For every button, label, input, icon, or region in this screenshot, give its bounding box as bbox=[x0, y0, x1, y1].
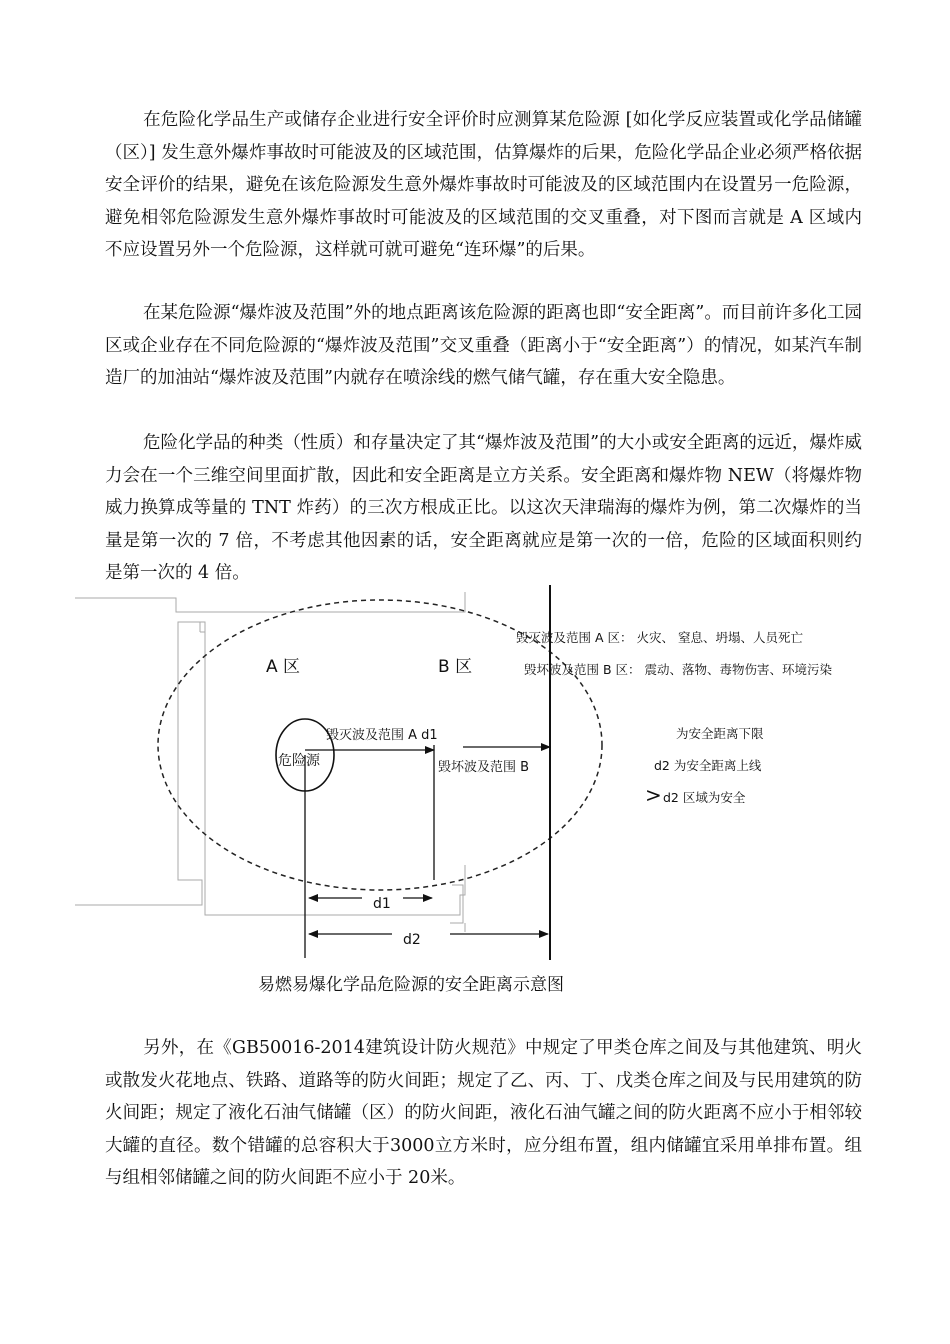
zone-a-label: A 区 bbox=[266, 657, 301, 677]
note-lower-limit: 为安全距离下限 bbox=[676, 726, 764, 741]
site-boundary-right bbox=[450, 885, 465, 932]
diagram-svg bbox=[70, 580, 900, 965]
figure-caption-text: 易燃易爆化学品危险源的安全距离示意图 bbox=[258, 975, 564, 995]
paragraph-safety-distance-text: 在某危险源“爆炸波及范围”外的地点距离该危险源的距离也即“安全距离”。而目前许多化工园区或企业存在不同危险源的“爆炸波及范围”交叉重叠（距离小于“安全距离”）的情况，如某汽车制造厂的加油站“爆炸波及范围”内就存在喷涂线的燃气储气罐，存在重大安全隐患。 bbox=[105, 303, 862, 388]
note-upper-limit: d2 为安全距离上线 bbox=[654, 758, 762, 773]
site-boundary-outline bbox=[75, 592, 465, 915]
paragraph-intro-text: 在危险化学品生产或储存企业进行安全评价时应测算某危险源 [如化学反应装置或化学品储罐（区）] 发生意外爆炸事故时可能波及的区域范围，估算爆炸的后果，危险化学品企业必须严格依据安全评价的结果，避免在该危险源发生意外爆炸事故时可能波及的区域范围内在设置另一危险源，避免相邻危险源发生意外爆炸事故时可能波及的区域范围的交叉重叠，对下图而言就是 A 区域内不应设置另外一个危险源，这样就可就可避免“连环爆”的后果。 bbox=[105, 110, 862, 260]
dimension-d2-label: d2 bbox=[403, 932, 421, 948]
note-safe-zone: d2 区域为安全 bbox=[663, 790, 746, 805]
paragraph-fire-code-text: 另外，在《GB50016-2014建筑设计防火规范》中规定了甲类仓库之间及与其他建筑、明火或散发火花地点、铁路、道路等的防火间距；规定了乙、丙、丁、戊类仓库之间及与民用建筑的防火间距；规定了液化石油气储罐（区）的防火间距，液化石油气罐之间的防火距离不应小于相邻较大罐的直径。数个错罐的总容积大于3000立方米时，应分组布置，组内储罐宜采用单排布置。组与组相邻储罐之间的防火间距不应小于 20米。 bbox=[105, 1038, 862, 1188]
paragraph-cube-root bbox=[105, 427, 862, 590]
figure-caption bbox=[0, 970, 820, 995]
legend-zone-a: 毁灭波及范围 A 区： 火灾、 窒息、坍塌、人员死亡 bbox=[516, 630, 803, 645]
note-greater-symbol: > bbox=[645, 783, 662, 807]
site-boundary-inner bbox=[75, 622, 205, 905]
hazard-source-label: 危险源 bbox=[278, 753, 320, 769]
arrow-b-label: 毁坏波及范围 B bbox=[438, 760, 530, 775]
paragraph-intro bbox=[105, 104, 862, 267]
paragraph-cube-root-text: 危险化学品的种类（性质）和存量决定了其“爆炸波及范围”的大小或安全距离的远近，爆炸威力会在一个三维空间里面扩散，因此和安全距离是立方关系。安全距离和爆炸物 NEW（将爆炸物威力换算成等量的 TNT 炸药）的三次方根成正比。以这次天津瑞海的爆炸为例，第二次爆炸的当量是第一次的 7 倍，不考虑其他因素的话，安全距离就应是第一次的一倍，危险的区域面积则约是第一次的 4 倍。 bbox=[105, 433, 862, 583]
arrow-a-label: 毁灭波及范围 A d1 bbox=[326, 728, 438, 743]
paragraph-fire-code bbox=[105, 1032, 862, 1195]
zone-b-label: B 区 bbox=[438, 657, 473, 677]
dimension-d1-label: d1 bbox=[373, 896, 391, 912]
paragraph-safety-distance bbox=[105, 297, 862, 395]
legend-zone-b: 毁坏波及范围 B 区： 震动、落物、毒物伤害、环境污染 bbox=[524, 662, 832, 677]
safety-distance-diagram bbox=[70, 580, 900, 965]
